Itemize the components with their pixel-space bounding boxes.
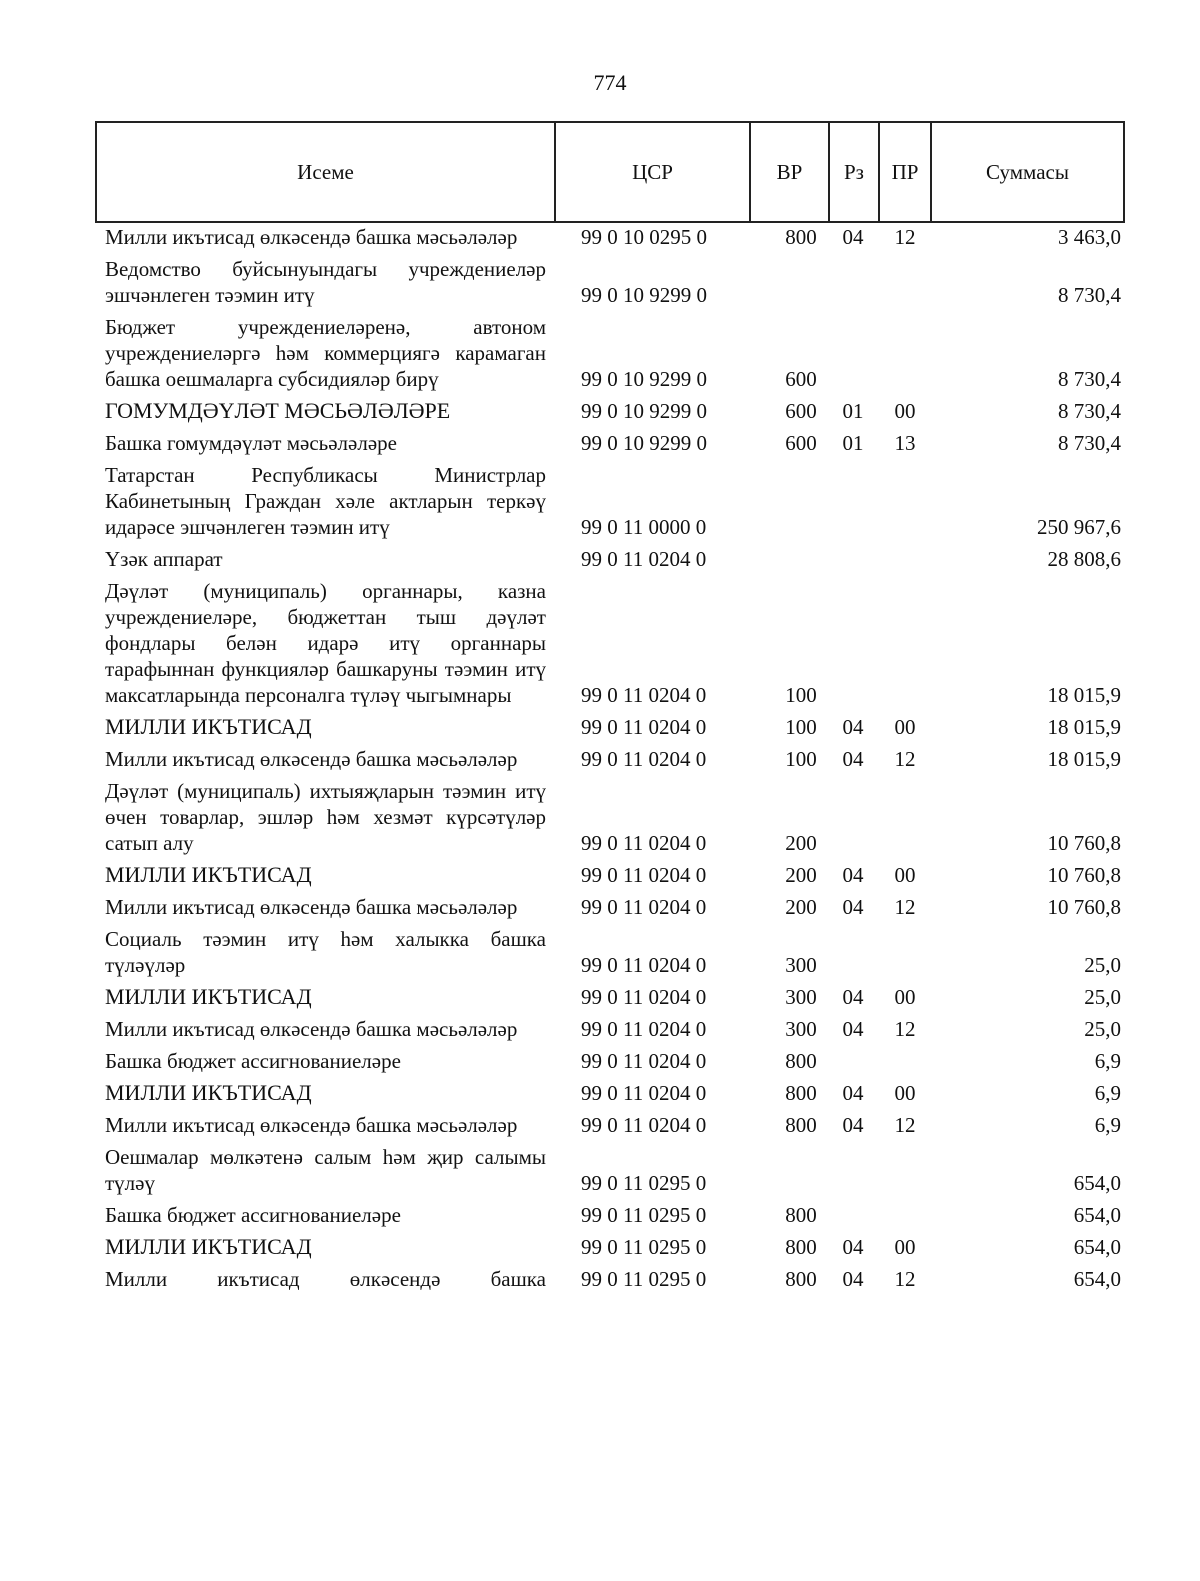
row-name: Милли икътисад өлкәсендә башка мәсьәләләр — [105, 747, 518, 771]
row-csr: 99 0 11 0204 0 — [581, 1081, 707, 1105]
row-csr: 99 0 11 0204 0 — [581, 1113, 707, 1137]
row-sum: 6,9 — [1094, 1049, 1121, 1073]
row-csr: 99 0 10 9299 0 — [581, 399, 707, 423]
row-name: Бюджет учреждениеләренә, автоном учреждениеләргә һәм коммерциягә карамаган башка оешмаларга субсидияләр бирү — [105, 315, 546, 391]
row-vr: 600 — [785, 399, 817, 423]
row-csr: 99 0 11 0295 0 — [581, 1267, 707, 1291]
row-csr: 99 0 10 9299 0 — [581, 367, 707, 391]
row-rz: 04 — [842, 1267, 864, 1291]
row-pr: 12 — [894, 895, 916, 919]
row-vr: 600 — [785, 367, 817, 391]
row-sum: 8 730,4 — [1058, 431, 1121, 455]
row-sum: 654,0 — [1073, 1235, 1121, 1259]
row-sum: 8 730,4 — [1058, 283, 1121, 307]
row-vr: 800 — [785, 1235, 817, 1259]
row-rz: 04 — [842, 225, 864, 249]
table-row — [105, 546, 1125, 572]
table-row — [105, 1080, 1125, 1106]
row-name: МИЛЛИ ИКЪТИСАД — [105, 714, 312, 739]
row-sum: 8 730,4 — [1058, 367, 1121, 391]
row-pr: 13 — [894, 431, 916, 455]
row-vr: 800 — [785, 1203, 817, 1227]
row-name: Дәүләт (муниципаль) органнары, казна учреждениеләре, бюджеттан тыш дәүләт фондлары белән идарә итү органнары тарафыннан функцияләр башкаруны тәэмин итү максатларында персоналга түләү чыгымнары — [105, 579, 546, 707]
row-csr: 99 0 11 0204 0 — [581, 953, 707, 977]
row-pr: 00 — [894, 399, 916, 423]
row-name: Башка бюджет ассигнованиеләре — [105, 1203, 401, 1227]
row-vr: 300 — [785, 953, 817, 977]
table-body — [105, 224, 1125, 1298]
row-name: МИЛЛИ ИКЪТИСАД — [105, 984, 312, 1009]
row-rz: 04 — [842, 895, 864, 919]
row-sum: 18 015,9 — [1047, 683, 1121, 707]
table-row — [105, 398, 1125, 424]
header-pr: ПР — [879, 122, 931, 222]
row-sum: 654,0 — [1073, 1267, 1121, 1291]
table-row — [105, 1016, 1125, 1042]
row-sum: 10 760,8 — [1047, 831, 1121, 855]
row-sum: 18 015,9 — [1047, 715, 1121, 739]
table-row — [105, 984, 1125, 1010]
row-csr: 99 0 11 0204 0 — [581, 547, 707, 571]
row-name: Милли икътисад өлкәсендә башка — [105, 1267, 546, 1291]
row-vr: 800 — [785, 225, 817, 249]
header-rz: Рз — [829, 122, 879, 222]
row-pr: 00 — [894, 715, 916, 739]
row-name: Үзәк аппарат — [105, 547, 223, 571]
header-csr: ЦСР — [555, 122, 750, 222]
table-row — [105, 778, 1125, 856]
row-pr: 12 — [894, 225, 916, 249]
row-sum: 25,0 — [1084, 985, 1121, 1009]
table-row — [105, 224, 1125, 250]
table-row — [105, 926, 1125, 978]
table-row — [105, 1234, 1125, 1260]
row-name: Милли икътисад өлкәсендә башка мәсьәләләр — [105, 1017, 518, 1041]
row-pr: 00 — [894, 1081, 916, 1105]
row-rz: 04 — [842, 1081, 864, 1105]
table-row — [105, 430, 1125, 456]
row-rz: 04 — [842, 1235, 864, 1259]
row-sum: 6,9 — [1094, 1081, 1121, 1105]
row-rz: 04 — [842, 747, 864, 771]
row-rz: 04 — [842, 1017, 864, 1041]
row-vr: 800 — [785, 1081, 817, 1105]
row-csr: 99 0 11 0204 0 — [581, 895, 707, 919]
table-row — [105, 1144, 1125, 1196]
row-vr: 100 — [785, 747, 817, 771]
row-rz: 04 — [842, 985, 864, 1009]
table-row — [105, 746, 1125, 772]
row-name: МИЛЛИ ИКЪТИСАД — [105, 1234, 312, 1259]
header-name: Исеме — [96, 122, 555, 222]
row-rz: 04 — [842, 715, 864, 739]
row-name: МИЛЛИ ИКЪТИСАД — [105, 862, 312, 887]
table-row — [105, 256, 1125, 308]
row-name: Милли икътисад өлкәсендә башка мәсьәләләр — [105, 1113, 518, 1137]
row-vr: 200 — [785, 831, 817, 855]
row-csr: 99 0 11 0204 0 — [581, 863, 707, 887]
row-rz: 01 — [842, 399, 864, 423]
table-row — [105, 894, 1125, 920]
row-sum: 3 463,0 — [1058, 225, 1121, 249]
row-vr: 300 — [785, 1017, 817, 1041]
table-row — [105, 462, 1125, 540]
row-name: Милли икътисад өлкәсендә башка мәсьәләләр — [105, 895, 518, 919]
row-name: Башка гомумдәүләт мәсьәләләре — [105, 431, 397, 455]
row-name: Башка бюджет ассигнованиеләре — [105, 1049, 401, 1073]
header-vr: ВР — [750, 122, 829, 222]
row-csr: 99 0 11 0295 0 — [581, 1203, 707, 1227]
row-csr: 99 0 11 0204 0 — [581, 683, 707, 707]
row-name: ГОМУМДӘҮЛӘТ МӘСЬӘЛӘЛӘРЕ — [105, 398, 451, 423]
row-vr: 800 — [785, 1049, 817, 1073]
table-row — [105, 1048, 1125, 1074]
row-csr: 99 0 10 9299 0 — [581, 431, 707, 455]
header-sum: Суммасы — [931, 122, 1124, 222]
row-vr: 200 — [785, 863, 817, 887]
row-rz: 01 — [842, 431, 864, 455]
row-name: МИЛЛИ ИКЪТИСАД — [105, 1080, 312, 1105]
row-name: Дәүләт (муниципаль) ихтыяҗларын тәэмин итү өчен товарлар, эшләр һәм хезмәт күрсәтүләр сатып алу — [105, 779, 546, 855]
row-csr: 99 0 11 0204 0 — [581, 747, 707, 771]
table-row — [105, 862, 1125, 888]
row-pr: 12 — [894, 1017, 916, 1041]
row-name: Милли икътисад өлкәсендә башка мәсьәләләр — [105, 225, 518, 249]
table-header — [95, 121, 1125, 223]
row-name: Социаль тәэмин итү һәм халыкка башка түләүләр — [105, 927, 546, 977]
table-row — [105, 578, 1125, 708]
row-vr: 800 — [785, 1267, 817, 1291]
row-pr: 12 — [894, 1267, 916, 1291]
row-sum: 25,0 — [1084, 953, 1121, 977]
row-name: Оешмалар мөлкәтенә салым һәм җир салымы түләү — [105, 1145, 546, 1195]
row-csr: 99 0 11 0204 0 — [581, 1017, 707, 1041]
table-row — [105, 714, 1125, 740]
row-rz: 04 — [842, 1113, 864, 1137]
row-csr: 99 0 11 0204 0 — [581, 1049, 707, 1073]
table-row — [105, 1112, 1125, 1138]
row-vr: 800 — [785, 1113, 817, 1137]
row-name: Ведомство буйсынуындагы учреждениеләр эшчәнлеген тәэмин итү — [105, 257, 546, 307]
row-csr: 99 0 11 0204 0 — [581, 715, 707, 739]
row-sum: 250 967,6 — [1037, 515, 1121, 539]
row-sum: 8 730,4 — [1058, 399, 1121, 423]
row-csr: 99 0 11 0204 0 — [581, 831, 707, 855]
row-vr: 600 — [785, 431, 817, 455]
table-row — [105, 1202, 1125, 1228]
row-csr: 99 0 11 0204 0 — [581, 985, 707, 1009]
row-pr: 00 — [894, 863, 916, 887]
table-row — [105, 1266, 1125, 1292]
row-sum: 18 015,9 — [1047, 747, 1121, 771]
row-vr: 100 — [785, 683, 817, 707]
row-vr: 200 — [785, 895, 817, 919]
row-pr: 12 — [894, 747, 916, 771]
row-rz: 04 — [842, 863, 864, 887]
row-sum: 28 808,6 — [1047, 547, 1121, 571]
row-csr: 99 0 11 0295 0 — [581, 1235, 707, 1259]
row-vr: 300 — [785, 985, 817, 1009]
row-csr: 99 0 10 0295 0 — [581, 225, 707, 249]
row-sum: 6,9 — [1094, 1113, 1121, 1137]
table-row — [105, 314, 1125, 392]
row-sum: 10 760,8 — [1047, 895, 1121, 919]
row-vr: 100 — [785, 715, 817, 739]
row-sum: 10 760,8 — [1047, 863, 1121, 887]
row-csr: 99 0 11 0295 0 — [581, 1171, 707, 1195]
row-pr: 00 — [894, 985, 916, 1009]
row-name: Татарстан Республикасы Министрлар Кабинетының Граждан хәле актларын теркәү идарәсе эшчәнлеген тәэмин итү — [105, 463, 546, 539]
row-sum: 654,0 — [1073, 1171, 1121, 1195]
row-sum: 654,0 — [1073, 1203, 1121, 1227]
page-number: 774 — [593, 70, 627, 95]
row-csr: 99 0 11 0000 0 — [581, 515, 707, 539]
row-sum: 25,0 — [1084, 1017, 1121, 1041]
row-pr: 12 — [894, 1113, 916, 1137]
row-csr: 99 0 10 9299 0 — [581, 283, 707, 307]
row-pr: 00 — [894, 1235, 916, 1259]
